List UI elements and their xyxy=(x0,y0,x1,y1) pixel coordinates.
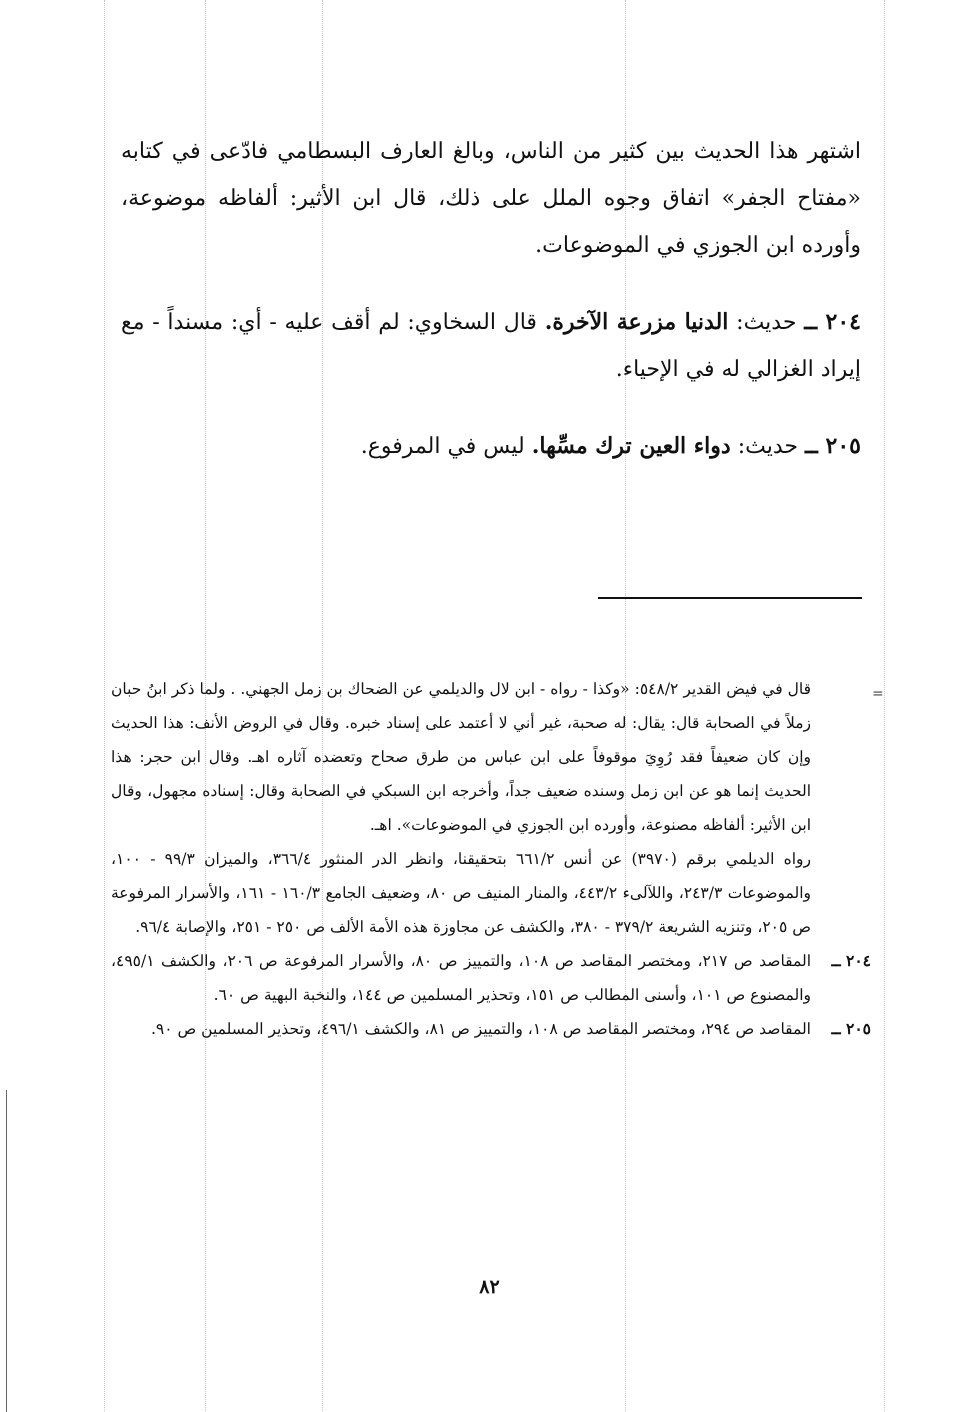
footnotes xyxy=(111,672,871,1046)
footnote-continued: قال في فيض القدير ٥٤٨/٢: «وكذا - رواه - ابن لال والديلمي عن الضحاك بن زمل الجهني. . ولما ذكر ابنُ حبان زملاً في الصحابة قال: يقال: له صحبة، غير أني لا أعتمد على إسناد خبره. وقال في الروض الأنف: هذا الحديث وإن كان ضعيفاً فقد رُوِيَ موقوفاً على ابن عباس من طرق صحاح وتعضده آثاره اهـ. وقال ابن حجر: هذا الحديث إنما هو عن ابن زمل وسنده ضعيف جداً، وأخرجه ابن السبكي في الصحابة وقال: إسناده مجهول، وقال ابن الأثير: ألفاظه مصنوعة، وأورده ابن الجوزي في الموضوعات». اهـ. xyxy=(111,680,811,834)
footnote-text: المقاصد ص ٢٩٤، ومختصر المقاصد ص ١٠٨، والتمييز ص ٨١، والكشف ٤٩٦/١، وتحذير المسلمين ص ٩٠. xyxy=(150,1020,811,1038)
hadith-comment: قال السخاوي: لم أقف عليه - أي: مسنداً - مع إيراد الغزالي له في الإحياء. xyxy=(121,310,861,382)
hadith-prefix: حديث: xyxy=(736,310,797,335)
footnote-continued: رواه الديلمي برقم (٣٩٧٠) عن أنس ٦٦١/٢ بتحقيقنا، وانظر الدر المنثور ٣٦٦/٤، والميزان ٩٩/٣ - ١٠٠، والموضوعات ٢٤٣/٣، واللآلىء ٤٤٣/٢، والمنار المنيف ص ٨٠، وضعيف الجامع ١٦٠/٣ - ١٦١، والأسرار المرفوعة ص ٢٠٥، وتنزيه الشريعة ٣٧٩/٢ - ٣٨٠، والكشف عن مجاوزة هذه الأمة الألف ص ٢٥٠ - ٢٥١، والإصابة ٩٦/٤. xyxy=(111,850,811,936)
scan-guide-line xyxy=(884,0,885,1412)
page-edge-mark xyxy=(6,1090,7,1412)
hadith-text: دواء العين ترك مسِّها. xyxy=(531,433,731,459)
hadith-205-paragraph xyxy=(121,423,861,470)
scan-guide-line xyxy=(104,0,105,1412)
hadith-text: الدنيا مزرعة الآخرة. xyxy=(544,309,729,335)
footnote-number: ٢٠٥ ــ xyxy=(831,1019,871,1038)
hadith-number: ٢٠٥ ــ xyxy=(804,433,861,459)
main-text xyxy=(121,128,861,470)
hadith-prefix: حديث: xyxy=(737,434,798,459)
continuation-mark: = xyxy=(872,686,884,702)
footnote-separator xyxy=(598,597,862,599)
footnote-text: المقاصد ص ٢١٧، ومختصر المقاصد ص ١٠٨، والتمييز ص ٨٠، والأسرار المرفوعة ص ٢٠٦، والكشف ٤٩٥/١، والمصنوع ص ١٠١، وأسنى المطالب ص ١٥١، وتحذير المسلمين ص ١٤٤، والنخبة البهية ص ٦٠. xyxy=(111,952,812,1004)
intro-paragraph: اشتهر هذا الحديث بين كثير من الناس، وبالغ العارف البسطامي فادّعى في كتابه «مفتاح الجفر» اتفاق وجوه الملل على ذلك، قال ابن الأثير: ألفاظه موضوعة، وأورده ابن الجوزي في الموضوعات. xyxy=(121,139,861,258)
footnote-204 xyxy=(111,944,871,1012)
footnote-number: ٢٠٤ ــ xyxy=(831,951,871,970)
hadith-comment: ليس في المرفوع. xyxy=(360,434,525,459)
hadith-204-paragraph xyxy=(121,299,861,393)
hadith-number: ٢٠٤ ــ xyxy=(804,309,861,335)
page-number: ٨٢ xyxy=(479,1276,500,1298)
footnote-205 xyxy=(111,1012,871,1046)
